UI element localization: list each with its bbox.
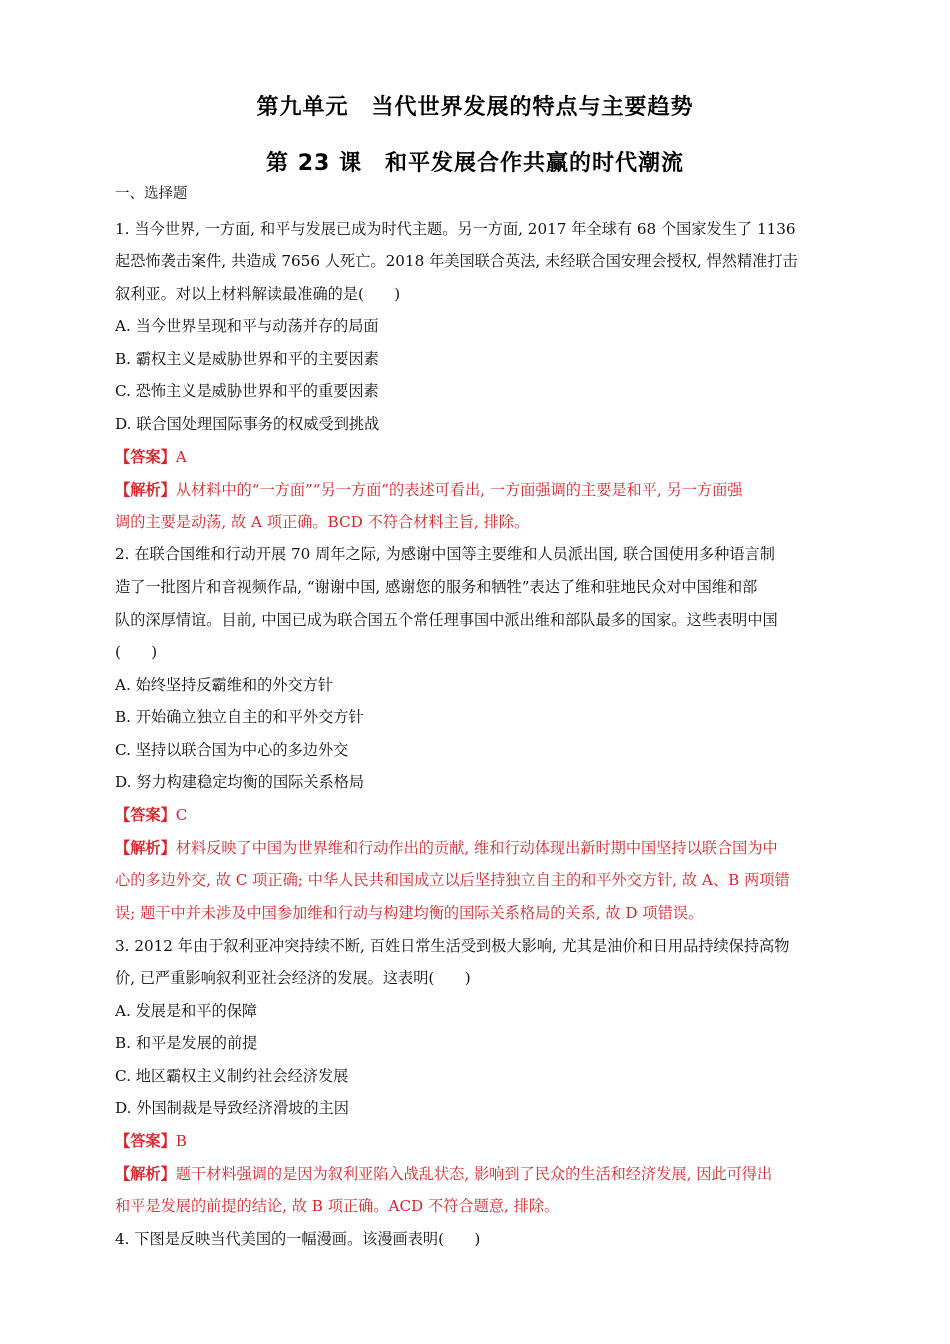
q3-stem-line: 3. 2012 年由于叙利亚冲突持续不断, 百姓日常生活受到极大影响, 尤其是油价和日用品持续保持高物	[115, 937, 790, 955]
unit-title: 第九单元 当代世界发展的特点与主要趋势	[256, 95, 694, 120]
analysis-label: 【解析】	[115, 1165, 176, 1183]
q3-analysis-line	[115, 1164, 840, 1184]
q2-option-d: D. 努力构建稳定均衡的国际关系格局	[115, 773, 365, 791]
q1-answer-value: A	[175, 448, 187, 466]
q2-analysis-line: 心的多边外交, 故 C 项正确; 中华人民共和国成立以后坚持独立自主的和平外交方针, 故 A、B 两项错	[115, 871, 790, 889]
q2-option-b: B. 开始确立独立自主的和平外交方针	[115, 708, 364, 726]
q1-option-b: B. 霸权主义是威胁世界和平的主要因素	[115, 350, 379, 368]
analysis-label: 【解析】	[115, 839, 176, 857]
q2-stem-line: 2. 在联合国维和行动开展 70 周年之际, 为感谢中国等主要维和人员派出国, 联合国使用多种语言制	[115, 545, 775, 563]
q1-stem-line: 1. 当今世界, 一方面, 和平与发展已成为时代主题。另一方面, 2017 年全球有 68 个国家发生了 1136	[115, 220, 796, 238]
q3-option-c: C. 地区霸权主义制约社会经济发展	[115, 1067, 349, 1085]
q2-analysis-line: 误; 题干中并未涉及中国参加维和行动与构建均衡的国际关系格局的关系, 故 D 项错误。	[115, 904, 704, 922]
q1-answer	[115, 447, 840, 467]
q2-analysis-text: 材料反映了中国为世界维和行动作出的贡献, 维和行动体现出新时期中国坚持以联合国为中	[175, 839, 778, 857]
q1-option-c: C. 恐怖主义是威胁世界和平的重要因素	[115, 382, 379, 400]
q2-stem-line: 造了一批图片和音视频作品, “谢谢中国, 感谢您的服务和牺牲”表达了维和驻地民众对中国维和部	[115, 578, 758, 596]
q2-stem-line: 队的深厚情谊。目前, 中国已成为联合国五个常任理事国中派出维和部队最多的国家。这些表明中国	[115, 611, 778, 629]
q2-answer-value: C	[175, 806, 188, 824]
answer-label: 【答案】	[115, 1132, 176, 1150]
q3-analysis-line: 和平是发展的前提的结论, 故 B 项正确。ACD 不符合题意, 排除。	[115, 1197, 560, 1215]
q3-option-d: D. 外国制裁是导致经济滑坡的主因	[115, 1099, 349, 1117]
q2-answer	[115, 805, 840, 825]
q1-analysis-text: 从材料中的“一方面”“另一方面”的表述可看出, 一方面强调的主要是和平, 另一方面强	[175, 481, 743, 499]
q1-stem-line: 叙利亚。对以上材料解读最准确的是( )	[115, 285, 401, 303]
q1-option-d: D. 联合国处理国际事务的权威受到挑战	[115, 415, 380, 433]
answer-label: 【答案】	[115, 448, 176, 466]
q3-option-a: A. 发展是和平的保障	[115, 1002, 258, 1020]
q3-answer	[115, 1131, 840, 1151]
answer-label: 【答案】	[115, 806, 176, 824]
q2-stem-line: ( )	[115, 643, 158, 661]
q3-answer-value: B	[175, 1132, 187, 1150]
q3-stem-line: 价, 已严重影响叙利亚社会经济的发展。这表明( )	[115, 969, 471, 987]
analysis-label: 【解析】	[115, 481, 176, 499]
section-heading: 一、选择题	[115, 186, 188, 202]
q2-option-c: C. 坚持以联合国为中心的多边外交	[115, 741, 349, 759]
q1-analysis-line: 调的主要是动荡, 故 A 项正确。BCD 不符合材料主旨, 排除。	[115, 513, 530, 531]
q1-option-a: A. 当今世界呈现和平与动荡并存的局面	[115, 317, 379, 335]
lesson-title: 第 23 课 和平发展合作共赢的时代潮流	[266, 151, 684, 176]
q3-analysis-text: 题干材料强调的是因为叙利亚陷入战乱状态, 影响到了民众的生活和经济发展, 因此可得出	[175, 1165, 773, 1183]
q4-stem-line: 4. 下图是反映当代美国的一幅漫画。该漫画表明( )	[115, 1230, 481, 1248]
q2-analysis-line	[115, 838, 840, 858]
q2-option-a: A. 始终坚持反霸维和的外交方针	[115, 676, 334, 694]
q3-option-b: B. 和平是发展的前提	[115, 1034, 258, 1052]
q1-stem-line: 起恐怖袭击案件, 共造成 7656 人死亡。2018 年美国联合英法, 未经联合国安理会授权, 悍然精准打击	[115, 252, 798, 270]
q1-analysis-line	[115, 480, 840, 500]
